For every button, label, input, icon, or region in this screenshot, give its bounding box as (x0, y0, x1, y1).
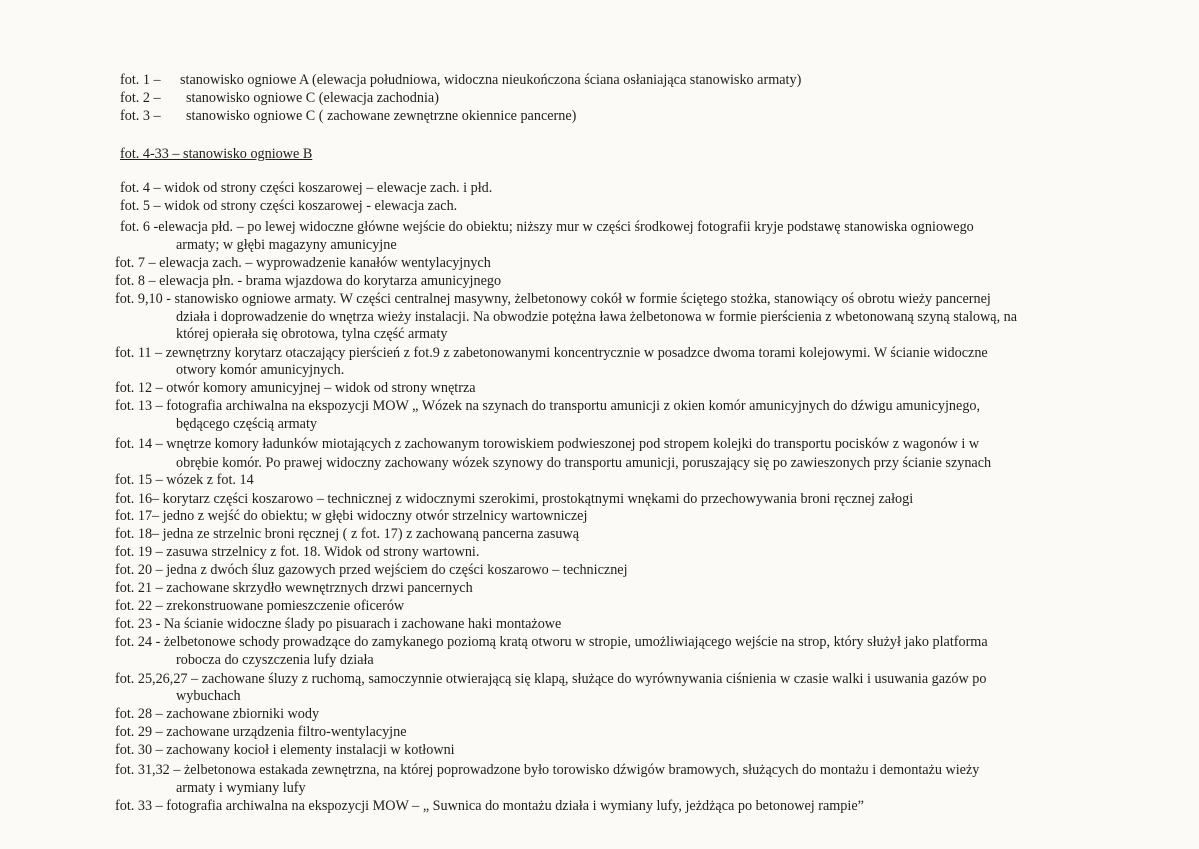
entry-text: stanowisko ogniowe C ( zachowane zewnętrzne okiennice pancerne) (186, 108, 577, 124)
line-fot-29: fot. 29 – zachowane urządzenia filtro-wentylacyjne (115, 724, 407, 740)
line-fot-22: fot. 22 – zrekonstruowane pomieszczenie oficerów (115, 598, 405, 614)
entry-label: fot. 2 – (120, 90, 161, 106)
line-fot-14-cont: obrębie komór. Po prawej widoczny zachowany wózek szynowy do transportu amunicji, poruszający się po zawieszonych przy ścianie szynach (176, 455, 992, 471)
line-fot-7: fot. 7 – elewacja zach. – wyprowadzenie kanałów wentylacyjnych (115, 255, 491, 271)
entry-label: fot. 1 – (120, 72, 161, 88)
line-fot-5: fot. 5 – widok od strony części koszarowej - elewacja zach. (120, 198, 458, 214)
line-fot-14: fot. 14 – wnętrze komory ładunków miotających z zachowanym torowiskiem podwieszonej pod stropem kolejki do transportu pocisków z wagonów i w (115, 436, 980, 452)
line-fot-17: fot. 17– jedno z wejść do obiektu; w głębi widoczny otwór strzelnicy wartowniczej (115, 508, 588, 524)
line-fot-24: fot. 24 - żelbetonowe schody prowadzące do zamykanego poziomą kratą otworu w stropie, umożliwiającego wejście na strop, który służył jako platforma (115, 634, 988, 650)
section-b-heading: fot. 4-33 – stanowisko ogniowe B (120, 146, 313, 162)
line-fot-16: fot. 16– korytarz części koszarowo – technicznej z widocznymi szerokimi, prostokątnymi wnękami do przechowywania broni ręcznej załogi (115, 491, 914, 507)
line-fot-4: fot. 4 – widok od strony części koszarowej – elewacje zach. i płd. (120, 180, 493, 196)
line-fot-18: fot. 18– jedna ze strzelnic broni ręcznej ( z fot. 17) z zachowaną pancerna zasuwą (115, 526, 580, 542)
line-fot-33: fot. 33 – fotografia archiwalna na ekspozycji MOW – „ Suwnica do montażu działa i wymiany lufy, jeżdżąca po betonowej rampie” (115, 798, 864, 814)
line-fot-24-cont: robocza do czyszczenia lufy działa (176, 652, 374, 668)
entry-fot-2 (120, 90, 439, 106)
entry-text: stanowisko ogniowe A (elewacja południowa, widoczna nieukończona ściana osłaniająca stanowisko armaty) (180, 72, 802, 88)
line-fot-19: fot. 19 – zasuwa strzelnicy z fot. 18. Widok od strony wartowni. (115, 544, 480, 560)
entry-fot-1 (120, 72, 802, 88)
line-fot-12: fot. 12 – otwór komory amunicyjnej – widok od strony wnętrza (115, 380, 476, 396)
line-fot-25-27-cont: wybuchach (176, 688, 241, 704)
line-fot-13: fot. 13 – fotografia archiwalna na ekspozycji MOW „ Wózek na szynach do transportu amunicji z okien komór amunicyjnych do dźwigu amunicyjnego, (115, 398, 981, 414)
line-fot-9-10-cont-1: działa i doprowadzenie do wnętrza wieży instalacji. Na obwodzie potężna ława żelbetonowa w formie pierścienia z wbetonowaną szyną stalową, na (176, 309, 1018, 325)
entry-fot-3 (120, 108, 577, 124)
entry-label: fot. 3 – (120, 108, 161, 124)
line-fot-6: fot. 6 -elewacja płd. – po lewej widoczne główne wejście do obiektu; niższy mur w części środkowej fotografii kryje podstawę stanowiska ogniowego (120, 219, 974, 235)
line-fot-23: fot. 23 - Na ścianie widoczne ślady po pisuarach i zachowane haki montażowe (115, 616, 562, 632)
line-fot-31-32: fot. 31,32 – żelbetonowa estakada zewnętrzna, na której poprowadzone było torowisko dźwigów bramowych, służących do montażu i demontażu wieży (115, 762, 980, 778)
entry-text: stanowisko ogniowe C (elewacja zachodnia) (186, 90, 439, 106)
line-fot-15: fot. 15 – wózek z fot. 14 (115, 472, 254, 488)
line-fot-30: fot. 30 – zachowany kocioł i elementy instalacji w kotłowni (115, 742, 455, 758)
line-fot-6-cont: armaty; w głębi magazyny amunicyjne (176, 237, 397, 253)
line-fot-31-32-cont: armaty i wymiany lufy (176, 780, 306, 796)
line-fot-11: fot. 11 – zewnętrzny korytarz otaczający pierścień z fot.9 z zabetonowanymi koncentrycznie w posadzce dwoma torami kolejowymi. W ścianie widoczne (115, 345, 988, 361)
line-fot-9-10-cont-2: której opierała się obrotowa, tylna część armaty (176, 326, 448, 342)
line-fot-13-cont: będącego częścią armaty (176, 416, 317, 432)
line-fot-28: fot. 28 – zachowane zbiorniki wody (115, 706, 320, 722)
line-fot-8: fot. 8 – elewacja płn. - brama wjazdowa do korytarza amunicyjnego (115, 273, 502, 289)
line-fot-21: fot. 21 – zachowane skrzydło wewnętrznych drzwi pancernych (115, 580, 473, 596)
line-fot-20: fot. 20 – jedna z dwóch śluz gazowych przed wejściem do części koszarowo – technicznej (115, 562, 628, 578)
line-fot-11-cont: otwory komór amunicyjnych. (176, 362, 345, 378)
line-fot-9-10: fot. 9,10 - stanowisko ogniowe armaty. W części centralnej masywny, żelbetonowy cokół w formie ściętego stożka, stanowiący oś obrotu wieży pancernej (115, 291, 991, 307)
line-fot-25-27: fot. 25,26,27 – zachowane śluzy z ruchomą, samoczynnie otwierającą się klapą, służące do wyrównywania ciśnienia w czasie walki i usuwania gazów po (115, 671, 987, 687)
